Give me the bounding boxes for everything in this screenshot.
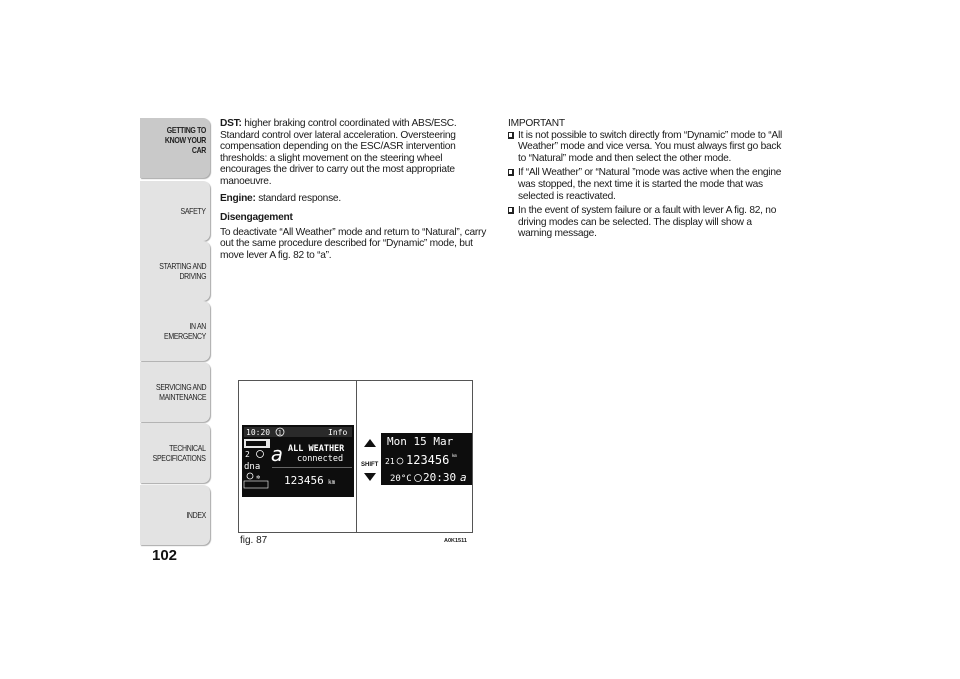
important-list <box>508 130 786 240</box>
shift-label: SHIFT <box>361 462 379 468</box>
snowflake-icon: ✲ <box>256 473 261 481</box>
tab-label: GETTING TO KNOW YOUR CAR <box>164 125 206 155</box>
engine-paragraph <box>220 193 492 205</box>
checkbox-bullet-icon <box>508 207 514 214</box>
mode-line-1: ALL WEATHER <box>288 444 345 454</box>
tab-label: IN AN EMERGENCY <box>164 321 206 341</box>
tab-label: STARTING AND DRIVING <box>159 261 206 281</box>
right-display-odometer: 123456 <box>406 453 450 467</box>
tab-technical-specifications[interactable] <box>140 423 210 483</box>
right-display-clock: 20:30 <box>423 471 457 484</box>
dst-text: higher braking control coordinated with ABS/ESC. Standard control over lateral acceleration. Oversteering compensation depending on the ESC/ASR intervention thresholds: a slight movement on the steering wheel encourages the driver to carry out the most appropriate manoeuvre. <box>220 118 457 187</box>
figure-87 <box>238 380 473 533</box>
important-heading: IMPORTANT <box>508 118 565 129</box>
tab-starting-and-driving[interactable] <box>140 241 210 301</box>
figure-code: A0K1511 <box>444 538 467 544</box>
right-display-temperature: 20°C <box>390 474 412 484</box>
mode-a-icon: a <box>271 442 284 466</box>
engine-label: Engine: <box>220 192 256 204</box>
tab-index[interactable] <box>140 485 210 545</box>
checkbox-bullet-icon <box>508 169 514 176</box>
right-display-trip: 21 <box>385 457 395 466</box>
tab-label: SAFETY <box>180 206 206 216</box>
left-display-time: 10:20 <box>246 428 271 437</box>
page-number: 102 <box>152 547 178 564</box>
tab-in-an-emergency[interactable] <box>140 301 210 361</box>
left-display-gear: 2 <box>245 450 250 459</box>
tab-label: TECHNICAL SPECIFICATIONS <box>153 443 206 463</box>
left-display-page: 1 <box>278 429 282 437</box>
engine-text: standard response. <box>255 192 341 204</box>
dst-paragraph <box>220 118 492 188</box>
left-display-unit: km <box>328 479 336 486</box>
left-display-dna: dna <box>244 462 261 472</box>
right-display-mode: a <box>460 471 467 484</box>
disengagement-heading: Disengagement <box>220 212 293 224</box>
dst-label: DST: <box>220 118 242 129</box>
tab-label: SERVICING AND MAINTENANCE <box>155 382 206 402</box>
right-column <box>508 118 786 243</box>
left-column <box>220 118 492 267</box>
arrow-icon <box>244 481 268 488</box>
checkbox-bullet-icon <box>508 132 514 139</box>
list-item: If “All Weather” or “Natural ”mode was active when the engine was stopped, the next time it is started the mode that was selected is reactivated. <box>508 167 786 202</box>
right-display-unit: km <box>452 453 457 458</box>
right-display-illustration <box>360 433 472 485</box>
shift-up-arrow-icon <box>364 439 376 447</box>
tab-getting-to-know-your-car[interactable] <box>140 118 210 178</box>
left-display-illustration <box>242 425 354 497</box>
tab-label: INDEX <box>186 510 206 520</box>
figure-divider <box>356 381 357 532</box>
mode-line-2: connected <box>297 454 344 464</box>
right-display-date: Mon 15 Mar <box>387 435 454 448</box>
shift-down-arrow-icon <box>364 473 376 481</box>
list-item: In the event of system failure or a fault with lever A fig. 82, no driving modes can be selected. The display will show a warning message. <box>508 205 786 240</box>
figure-caption: fig. 87 <box>240 535 268 546</box>
tab-safety[interactable] <box>140 181 210 241</box>
left-display-odometer: 123456 <box>284 474 324 487</box>
disengagement-text: To deactivate “All Weather” mode and return to “Natural”, carry out the same procedure described for “Dynamic” mode, but move lever A fig. 82 to “a”. <box>220 226 487 261</box>
list-item: It is not possible to switch directly from “Dynamic” mode to “All Weather” mode and vice versa. You must always first go back to “Natural” mode and then select the other mode. <box>508 130 786 165</box>
left-display-info: Info <box>328 428 348 437</box>
tab-servicing-and-maintenance[interactable] <box>140 362 210 422</box>
